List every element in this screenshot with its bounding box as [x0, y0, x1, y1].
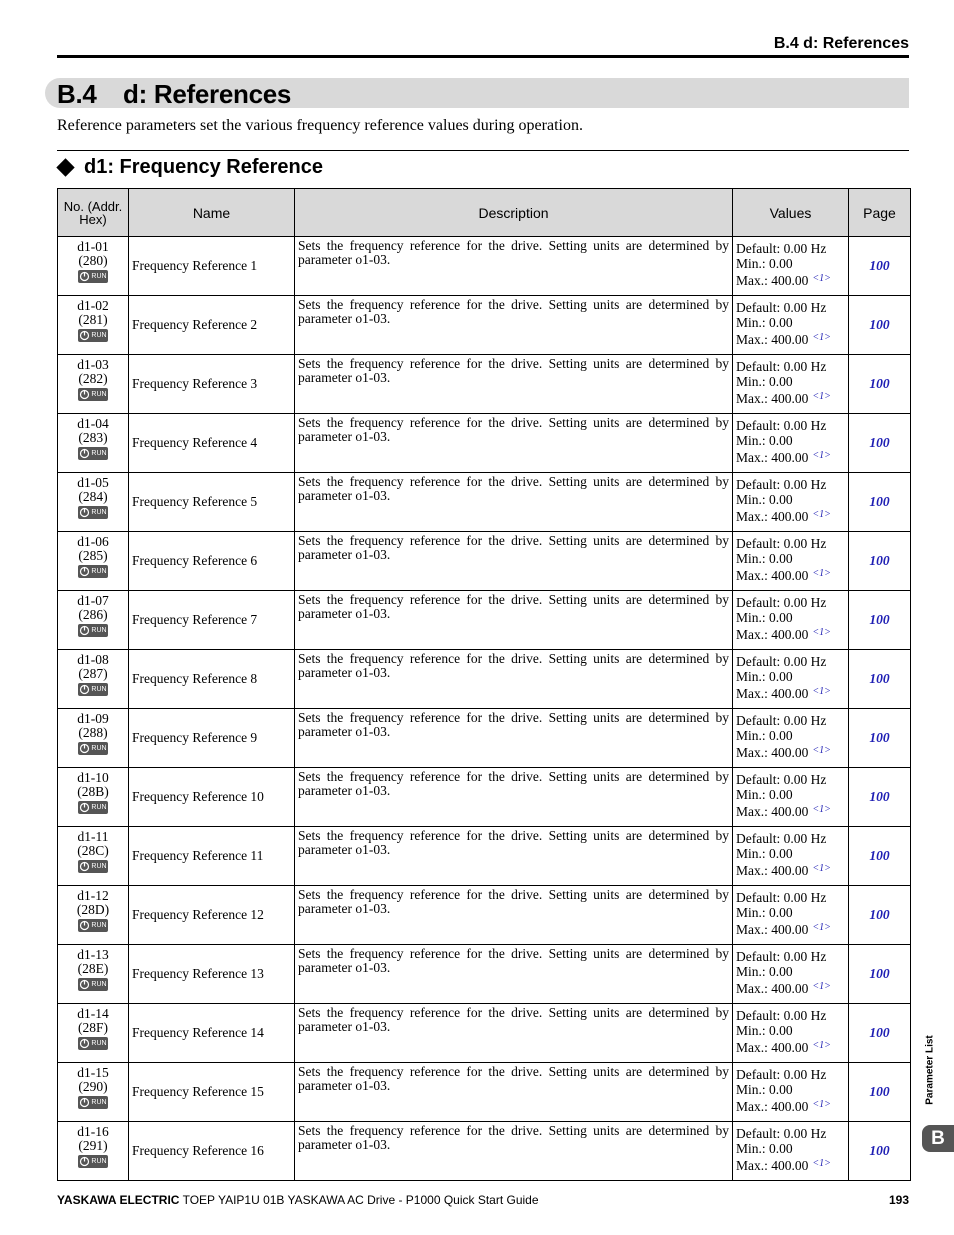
param-min: Min.: 0.00	[736, 787, 793, 802]
run-icon-label: RUN	[91, 744, 107, 752]
param-values	[733, 1122, 849, 1181]
run-icon-label: RUN	[91, 449, 107, 457]
param-address: (28C)	[77, 843, 109, 858]
power-icon	[79, 507, 90, 518]
table-row	[58, 473, 911, 532]
page-link[interactable]: 100	[849, 768, 911, 827]
param-address: (28E)	[77, 961, 109, 976]
param-description: Sets the frequency reference for the drive. Setting units are determined by parameter o1-03.	[295, 1063, 733, 1122]
run-icon	[78, 978, 108, 991]
param-max: Max.: 400.00	[736, 922, 809, 937]
side-tab-label	[923, 1032, 937, 1107]
footnote-link[interactable]: <1>	[812, 1040, 831, 1051]
param-address: (28F)	[78, 1020, 108, 1035]
power-icon	[79, 802, 90, 813]
param-description: Sets the frequency reference for the drive. Setting units are determined by parameter o1-03.	[295, 1004, 733, 1063]
param-address: (288)	[78, 725, 108, 740]
param-number-cell	[58, 886, 129, 945]
page-link[interactable]: 100	[849, 355, 911, 414]
param-max-line	[736, 389, 845, 406]
param-max: Max.: 400.00	[736, 627, 809, 642]
section-number: B.4	[57, 79, 97, 109]
run-icon-label: RUN	[91, 390, 107, 398]
page-link[interactable]: 100	[849, 650, 911, 709]
param-description: Sets the frequency reference for the drive. Setting units are determined by parameter o1-03.	[295, 532, 733, 591]
table-row	[58, 237, 911, 296]
param-description: Sets the frequency reference for the drive. Setting units are determined by parameter o1-03.	[295, 296, 733, 355]
power-icon	[79, 1097, 90, 1108]
side-tab-label-text: Parameter List	[924, 1034, 936, 1105]
table-row	[58, 827, 911, 886]
param-max: Max.: 400.00	[736, 863, 809, 878]
run-icon	[78, 329, 108, 342]
param-number: d1-10	[77, 770, 109, 785]
param-values	[733, 532, 849, 591]
run-icon	[78, 860, 108, 873]
param-min: Min.: 0.00	[736, 551, 793, 566]
page-link[interactable]: 100	[849, 1004, 911, 1063]
footer-brand: YASKAWA ELECTRIC	[57, 1193, 180, 1207]
param-values	[733, 650, 849, 709]
param-number: d1-09	[77, 711, 109, 726]
subsection-title-text: d1: Frequency Reference	[84, 156, 323, 178]
param-description: Sets the frequency reference for the drive. Setting units are determined by parameter o1-03.	[295, 827, 733, 886]
param-max-line	[736, 802, 845, 819]
param-values	[733, 414, 849, 473]
run-icon-label: RUN	[91, 980, 107, 988]
side-tab-letter[interactable]: B	[922, 1125, 954, 1152]
param-default: Default: 0.00 Hz	[736, 477, 827, 492]
param-min: Min.: 0.00	[736, 846, 793, 861]
table-row	[58, 650, 911, 709]
param-number: d1-12	[77, 888, 109, 903]
param-number: d1-07	[77, 593, 109, 608]
run-icon	[78, 683, 108, 696]
param-description: Sets the frequency reference for the drive. Setting units are determined by parameter o1-03.	[295, 650, 733, 709]
param-number-cell	[58, 591, 129, 650]
param-default: Default: 0.00 Hz	[736, 1067, 827, 1082]
table-row	[58, 1122, 911, 1181]
param-address: (28D)	[76, 902, 110, 917]
param-max: Max.: 400.00	[736, 804, 809, 819]
power-icon	[79, 743, 90, 754]
footnote-link[interactable]: <1>	[812, 745, 831, 756]
param-number: d1-13	[77, 947, 109, 962]
param-min: Min.: 0.00	[736, 433, 793, 448]
param-name: Frequency Reference 4	[129, 414, 295, 473]
run-icon-label: RUN	[91, 862, 107, 870]
param-max: Max.: 400.00	[736, 1158, 809, 1173]
footnote-link[interactable]: <1>	[812, 863, 831, 874]
param-max: Max.: 400.00	[736, 509, 809, 524]
param-number-cell	[58, 945, 129, 1004]
param-values	[733, 886, 849, 945]
page-link[interactable]: 100	[849, 296, 911, 355]
footnote-link[interactable]: <1>	[812, 686, 831, 697]
param-address: (285)	[78, 548, 108, 563]
run-icon-label: RUN	[91, 272, 107, 280]
param-max-line	[736, 507, 845, 524]
power-icon	[79, 1156, 90, 1167]
param-description: Sets the frequency reference for the drive. Setting units are determined by parameter o1-03.	[295, 1122, 733, 1181]
param-min: Min.: 0.00	[736, 374, 793, 389]
run-icon-label: RUN	[91, 508, 107, 516]
power-icon	[79, 684, 90, 695]
footnote-link[interactable]: <1>	[812, 981, 831, 992]
run-icon	[78, 1037, 108, 1050]
run-icon	[78, 801, 108, 814]
param-values	[733, 827, 849, 886]
param-name: Frequency Reference 16	[129, 1122, 295, 1181]
param-max: Max.: 400.00	[736, 391, 809, 406]
param-values	[733, 768, 849, 827]
footer-page-number: 193	[888, 1193, 909, 1207]
run-icon-label: RUN	[91, 803, 107, 811]
param-number-cell	[58, 532, 129, 591]
param-name: Frequency Reference 3	[129, 355, 295, 414]
power-icon	[79, 979, 90, 990]
page-link[interactable]: 100	[849, 1122, 911, 1181]
param-number: d1-15	[77, 1065, 109, 1080]
param-address: (282)	[78, 371, 108, 386]
param-description: Sets the frequency reference for the drive. Setting units are determined by parameter o1-03.	[295, 591, 733, 650]
param-description: Sets the frequency reference for the drive. Setting units are determined by parameter o1-03.	[295, 355, 733, 414]
param-values	[733, 237, 849, 296]
param-min: Min.: 0.00	[736, 610, 793, 625]
header-description: Description	[295, 189, 733, 237]
param-values	[733, 1063, 849, 1122]
run-icon-label: RUN	[91, 921, 107, 929]
power-icon	[79, 330, 90, 341]
param-default: Default: 0.00 Hz	[736, 1008, 827, 1023]
param-max-line	[736, 625, 845, 642]
param-max-line	[736, 684, 845, 701]
table-row	[58, 886, 911, 945]
param-number: d1-04	[77, 416, 109, 431]
param-description: Sets the frequency reference for the drive. Setting units are determined by parameter o1-03.	[295, 709, 733, 768]
run-icon	[78, 919, 108, 932]
power-icon	[79, 861, 90, 872]
param-name: Frequency Reference 8	[129, 650, 295, 709]
run-icon	[78, 742, 108, 755]
param-max-line	[736, 566, 845, 583]
param-default: Default: 0.00 Hz	[736, 949, 827, 964]
table-row	[58, 532, 911, 591]
param-max: Max.: 400.00	[736, 450, 809, 465]
run-icon	[78, 1096, 108, 1109]
param-name: Frequency Reference 2	[129, 296, 295, 355]
param-max-line	[736, 861, 845, 878]
param-default: Default: 0.00 Hz	[736, 654, 827, 669]
param-name: Frequency Reference 11	[129, 827, 295, 886]
param-default: Default: 0.00 Hz	[736, 359, 827, 374]
param-max: Max.: 400.00	[736, 686, 809, 701]
parameter-table	[57, 188, 911, 1181]
footnote-link[interactable]: <1>	[812, 804, 831, 815]
param-name: Frequency Reference 14	[129, 1004, 295, 1063]
diamond-bullet-icon	[56, 158, 74, 176]
param-name: Frequency Reference 7	[129, 591, 295, 650]
run-icon	[78, 1155, 108, 1168]
table-row	[58, 945, 911, 1004]
param-description: Sets the frequency reference for the drive. Setting units are determined by parameter o1-03.	[295, 414, 733, 473]
param-default: Default: 0.00 Hz	[736, 831, 827, 846]
run-icon-label: RUN	[91, 567, 107, 575]
param-min: Min.: 0.00	[736, 728, 793, 743]
param-values	[733, 296, 849, 355]
param-default: Default: 0.00 Hz	[736, 300, 827, 315]
section-title-text: d: References	[123, 79, 292, 109]
param-default: Default: 0.00 Hz	[736, 890, 827, 905]
power-icon	[79, 920, 90, 931]
param-number: d1-16	[77, 1124, 109, 1139]
param-min: Min.: 0.00	[736, 964, 793, 979]
param-min: Min.: 0.00	[736, 1023, 793, 1038]
param-values	[733, 945, 849, 1004]
header-page: Page	[849, 189, 911, 237]
power-icon	[79, 625, 90, 636]
table-row	[58, 709, 911, 768]
param-default: Default: 0.00 Hz	[736, 595, 827, 610]
page-link[interactable]: 100	[849, 237, 911, 296]
subsection-title	[57, 156, 323, 179]
param-default: Default: 0.00 Hz	[736, 772, 827, 787]
footnote-link[interactable]: <1>	[812, 1158, 831, 1169]
param-name: Frequency Reference 9	[129, 709, 295, 768]
page-link[interactable]: 100	[849, 886, 911, 945]
param-address: (283)	[78, 430, 108, 445]
footnote-link[interactable]: <1>	[812, 627, 831, 638]
param-number-cell	[58, 1122, 129, 1181]
power-icon	[79, 389, 90, 400]
param-number-cell	[58, 296, 129, 355]
param-min: Min.: 0.00	[736, 905, 793, 920]
param-number-cell	[58, 1004, 129, 1063]
param-default: Default: 0.00 Hz	[736, 1126, 827, 1141]
run-icon-label: RUN	[91, 1098, 107, 1106]
param-address: (280)	[78, 253, 108, 268]
page-link[interactable]: 100	[849, 414, 911, 473]
run-icon	[78, 447, 108, 460]
header-rule	[57, 55, 909, 58]
param-address: (284)	[78, 489, 108, 504]
footnote-link[interactable]: <1>	[812, 1099, 831, 1110]
param-number-cell	[58, 768, 129, 827]
header-values: Values	[733, 189, 849, 237]
param-name: Frequency Reference 6	[129, 532, 295, 591]
param-max-line	[736, 920, 845, 937]
page-link[interactable]: 100	[849, 827, 911, 886]
param-default: Default: 0.00 Hz	[736, 241, 827, 256]
param-max-line	[736, 1156, 845, 1173]
param-description: Sets the frequency reference for the drive. Setting units are determined by parameter o1-03.	[295, 768, 733, 827]
param-min: Min.: 0.00	[736, 492, 793, 507]
param-name: Frequency Reference 1	[129, 237, 295, 296]
param-name: Frequency Reference 10	[129, 768, 295, 827]
param-address: (281)	[78, 312, 108, 327]
param-description: Sets the frequency reference for the drive. Setting units are determined by parameter o1-03.	[295, 886, 733, 945]
param-number: d1-06	[77, 534, 109, 549]
header-name: Name	[129, 189, 295, 237]
param-number: d1-14	[77, 1006, 109, 1021]
param-number-cell	[58, 827, 129, 886]
param-default: Default: 0.00 Hz	[736, 713, 827, 728]
param-max-line	[736, 448, 845, 465]
run-icon-label: RUN	[91, 1039, 107, 1047]
footer-doc-title: TOEP YAIP1U 01B YASKAWA AC Drive - P1000 Quick Start Guide	[182, 1193, 539, 1207]
table-row	[58, 1004, 911, 1063]
power-icon	[79, 271, 90, 282]
param-max: Max.: 400.00	[736, 745, 809, 760]
param-min: Min.: 0.00	[736, 256, 793, 271]
table-row	[58, 355, 911, 414]
footnote-link[interactable]: <1>	[812, 450, 831, 461]
table-header-row	[58, 189, 911, 237]
param-max-line	[736, 979, 845, 996]
run-icon	[78, 388, 108, 401]
param-number-cell	[58, 414, 129, 473]
param-number: d1-05	[77, 475, 109, 490]
footnote-link[interactable]: <1>	[812, 568, 831, 579]
intro-paragraph: Reference parameters set the various frequency reference values during operation.	[57, 117, 583, 134]
param-max-line	[736, 1038, 845, 1055]
param-number-cell	[58, 650, 129, 709]
run-icon	[78, 506, 108, 519]
param-values	[733, 355, 849, 414]
param-max: Max.: 400.00	[736, 273, 809, 288]
param-description: Sets the frequency reference for the drive. Setting units are determined by parameter o1-03.	[295, 237, 733, 296]
param-values	[733, 1004, 849, 1063]
param-max: Max.: 400.00	[736, 981, 809, 996]
param-description: Sets the frequency reference for the drive. Setting units are determined by parameter o1-03.	[295, 473, 733, 532]
param-default: Default: 0.00 Hz	[736, 536, 827, 551]
param-number-cell	[58, 237, 129, 296]
param-max: Max.: 400.00	[736, 1040, 809, 1055]
table-row	[58, 1063, 911, 1122]
param-number: d1-01	[77, 239, 109, 254]
run-icon	[78, 270, 108, 283]
footnote-link[interactable]: <1>	[812, 922, 831, 933]
param-address: (291)	[78, 1138, 108, 1153]
footnote-link[interactable]: <1>	[812, 273, 831, 284]
page-link[interactable]: 100	[849, 591, 911, 650]
page-link[interactable]: 100	[849, 473, 911, 532]
param-address: (287)	[78, 666, 108, 681]
param-values	[733, 473, 849, 532]
param-values	[733, 709, 849, 768]
running-head: B.4 d: References	[773, 35, 909, 52]
run-icon-label: RUN	[91, 685, 107, 693]
param-max-line	[736, 743, 845, 760]
run-icon	[78, 565, 108, 578]
param-max: Max.: 400.00	[736, 568, 809, 583]
param-address: (28B)	[77, 784, 109, 799]
param-max-line	[736, 271, 845, 288]
param-name: Frequency Reference 13	[129, 945, 295, 1004]
param-max: Max.: 400.00	[736, 1099, 809, 1114]
param-default: Default: 0.00 Hz	[736, 418, 827, 433]
run-icon-label: RUN	[91, 626, 107, 634]
param-values	[733, 591, 849, 650]
param-max-line	[736, 330, 845, 347]
param-min: Min.: 0.00	[736, 315, 793, 330]
page-link[interactable]: 100	[849, 1063, 911, 1122]
param-number-cell	[58, 1063, 129, 1122]
section-title	[57, 79, 291, 110]
header-no: No. (Addr. Hex)	[58, 189, 129, 237]
power-icon	[79, 566, 90, 577]
table-row	[58, 768, 911, 827]
param-max: Max.: 400.00	[736, 332, 809, 347]
param-address: (290)	[78, 1079, 108, 1094]
power-icon	[79, 448, 90, 459]
param-max-line	[736, 1097, 845, 1114]
param-min: Min.: 0.00	[736, 669, 793, 684]
table-row	[58, 414, 911, 473]
param-number: d1-02	[77, 298, 109, 313]
section-divider	[57, 150, 909, 151]
param-description: Sets the frequency reference for the drive. Setting units are determined by parameter o1-03.	[295, 945, 733, 1004]
param-name: Frequency Reference 5	[129, 473, 295, 532]
footnote-link[interactable]: <1>	[812, 391, 831, 402]
table-row	[58, 296, 911, 355]
param-min: Min.: 0.00	[736, 1082, 793, 1097]
param-name: Frequency Reference 15	[129, 1063, 295, 1122]
footnote-link[interactable]: <1>	[812, 509, 831, 520]
param-number-cell	[58, 473, 129, 532]
param-number: d1-11	[77, 829, 109, 844]
param-number-cell	[58, 709, 129, 768]
param-number-cell	[58, 355, 129, 414]
run-icon-label: RUN	[91, 1157, 107, 1165]
table-row	[58, 591, 911, 650]
page-link[interactable]: 100	[849, 532, 911, 591]
run-icon	[78, 624, 108, 637]
param-number: d1-03	[77, 357, 109, 372]
page-link[interactable]: 100	[849, 945, 911, 1004]
param-min: Min.: 0.00	[736, 1141, 793, 1156]
footer-doc	[57, 1193, 539, 1207]
page-link[interactable]: 100	[849, 709, 911, 768]
param-address: (286)	[78, 607, 108, 622]
param-name: Frequency Reference 12	[129, 886, 295, 945]
power-icon	[79, 1038, 90, 1049]
param-number: d1-08	[77, 652, 109, 667]
run-icon-label: RUN	[91, 331, 107, 339]
footnote-link[interactable]: <1>	[812, 332, 831, 343]
